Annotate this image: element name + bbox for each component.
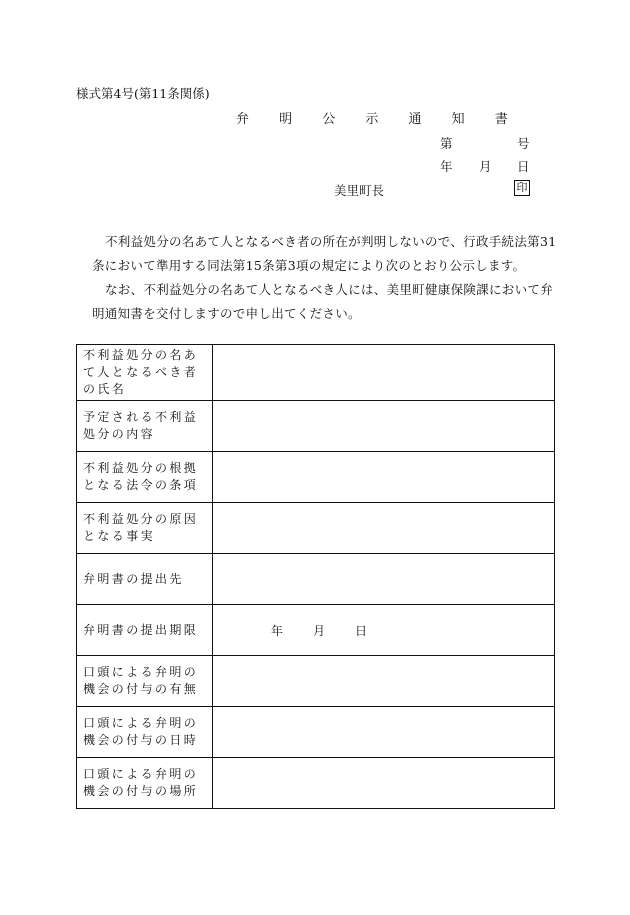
deadline-year-label: 年 xyxy=(271,623,284,638)
paragraph-1-line-2: 条において準用する同法第15条第3項の規定により次のとおり公示します。 xyxy=(92,258,526,273)
table-row xyxy=(77,503,555,554)
deadline-month-label: 月 xyxy=(313,623,326,638)
row-label: 弁明書の提出期限 xyxy=(77,605,213,656)
row-value xyxy=(213,345,555,401)
date-year-label: 年 xyxy=(440,159,453,174)
row-label: 不利益処分の名あて人となるべき者の氏名 xyxy=(77,345,213,401)
row-value xyxy=(213,707,555,758)
paragraph-2-line-1: なお、不利益処分の名あて人となるべき人には、美里町健康保険課において弁 xyxy=(105,282,554,297)
table-row xyxy=(77,758,555,809)
row-value xyxy=(213,503,555,554)
seal-stamp: 印 xyxy=(514,180,530,196)
row-label: 口頭による弁明の機会の付与の有無 xyxy=(77,656,213,707)
table-row xyxy=(77,656,555,707)
row-value xyxy=(213,656,555,707)
row-value xyxy=(213,401,555,452)
row-label: 弁明書の提出先 xyxy=(77,554,213,605)
row-value xyxy=(213,758,555,809)
row-value xyxy=(213,452,555,503)
notice-table xyxy=(76,344,555,809)
deadline-date xyxy=(213,605,555,656)
table-row xyxy=(77,401,555,452)
number-suffix: 号 xyxy=(517,136,530,151)
paragraph-2-line-2: 明通知書を交付しますので申し出てください。 xyxy=(92,306,361,321)
number-prefix: 第 xyxy=(440,136,453,151)
row-label: 口頭による弁明の機会の付与の日時 xyxy=(77,707,213,758)
row-label: 不利益処分の根拠となる法令の条項 xyxy=(77,452,213,503)
row-label: 口頭による弁明の機会の付与の場所 xyxy=(77,758,213,809)
table-row xyxy=(77,452,555,503)
paragraph-1-line-1: 不利益処分の名あて人となるべき者の所在が判明しないので、行政手続法第31 xyxy=(105,234,557,249)
date-day-label: 日 xyxy=(517,159,530,174)
table-row xyxy=(77,605,555,656)
form-number: 様式第4号(第11条関係) xyxy=(76,86,210,101)
row-label: 不利益処分の原因となる事実 xyxy=(77,503,213,554)
document-title: 弁 明 公 示 通 知 書 xyxy=(236,112,521,127)
row-value xyxy=(213,554,555,605)
issuer-name: 美里町長 xyxy=(334,183,385,198)
table-row xyxy=(77,707,555,758)
row-label: 予定される不利益処分の内容 xyxy=(77,401,213,452)
table-row xyxy=(77,554,555,605)
date-month-label: 月 xyxy=(479,159,492,174)
table-row xyxy=(77,345,555,401)
deadline-day-label: 日 xyxy=(355,623,368,638)
